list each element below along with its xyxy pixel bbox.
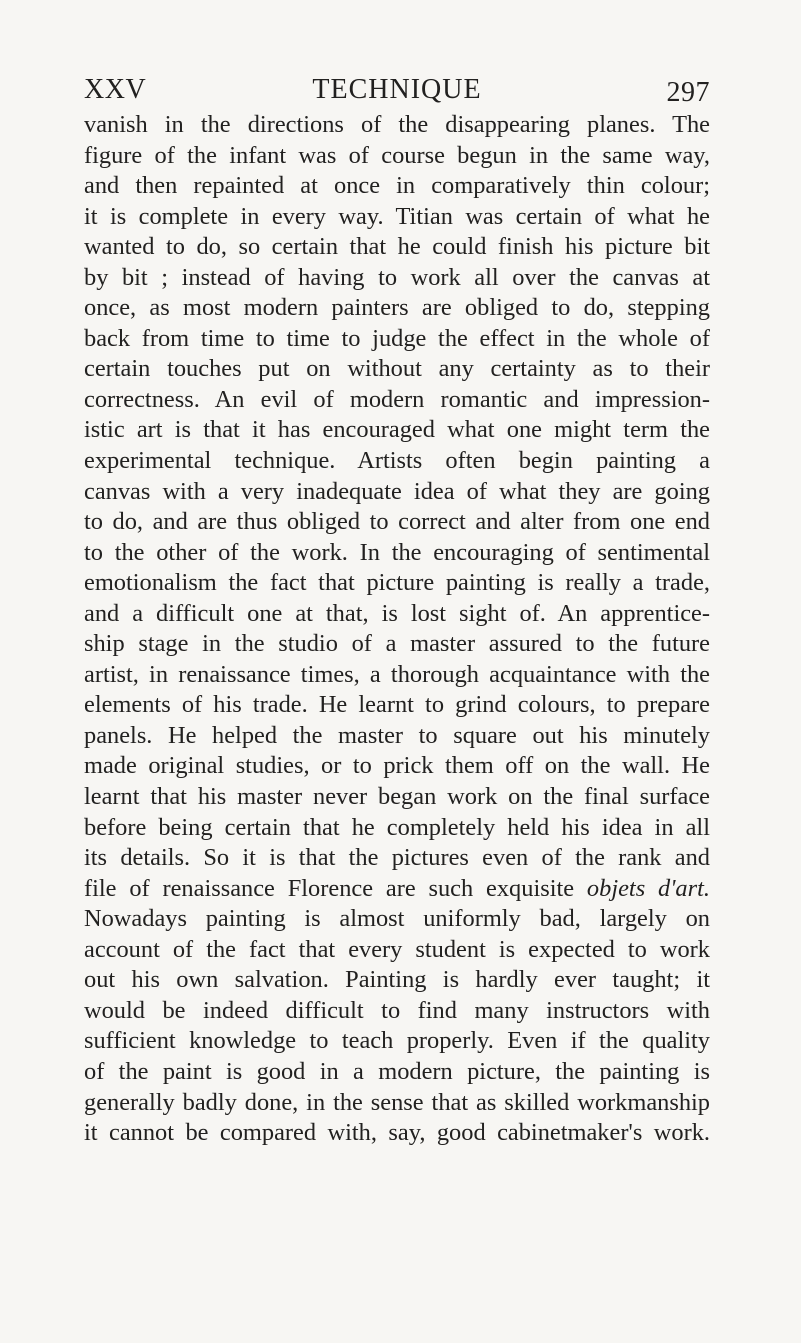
text-line-with-italic: [84, 874, 710, 905]
text-line: figure of the infant was of course begun in the same way,: [84, 141, 710, 169]
text-line: made original studies, or to prick them off on the wall. He: [84, 752, 710, 780]
body-text: [84, 110, 710, 1149]
text-line: by bit ; instead of having to work all over the canvas at: [84, 263, 710, 291]
text-line: istic art is that it has encouraged what one might term the: [84, 416, 710, 444]
text-line: Nowadays painting is almost uniformly bad, largely on: [84, 905, 710, 933]
text-line: sufficient knowledge to teach properly. Even if the quality: [84, 1027, 710, 1055]
text-line: and then repainted at once in comparatively thin colour;: [84, 172, 710, 200]
italic-phrase: objets d'art.: [586, 874, 710, 902]
text-line: it cannot be compared with, say, good cabinetmaker's work.: [84, 1119, 710, 1147]
text-line: generally badly done, in the sense that as skilled workmanship: [84, 1088, 710, 1116]
text-line: panels. He helped the master to square out his minutely: [84, 721, 710, 749]
text-line: ship stage in the studio of a master assured to the future: [84, 630, 710, 658]
running-head: [84, 72, 710, 108]
text-line: wanted to do, so certain that he could finish his picture bit: [84, 233, 710, 261]
text-line: canvas with a very inadequate idea of what they are going: [84, 477, 710, 505]
text-line: out his own salvation. Painting is hardly ever taught; it: [84, 966, 710, 994]
text-line: vanish in the directions of the disappearing planes. The: [84, 111, 710, 138]
text-line: to do, and are thus obliged to correct and alter from one end: [84, 508, 710, 536]
text-line: account of the fact that every student is expected to work: [84, 935, 710, 963]
text-line: of the paint is good in a modern picture, the painting is: [84, 1057, 710, 1085]
text-line: artist, in renaissance times, a thorough acquaintance with the: [84, 660, 710, 688]
text-line: certain touches put on without any certainty as to their: [84, 355, 710, 383]
text-line: and a difficult one at that, is lost sight of. An apprentice-: [84, 599, 710, 627]
text-line: to the other of the work. In the encouraging of sentimental: [84, 538, 710, 566]
text-line: back from time to time to judge the effect in the whole of: [84, 324, 710, 352]
text-line: before being certain that he completely held his idea in all: [84, 813, 710, 841]
text-line: emotionalism the fact that picture painting is really a trade,: [84, 569, 710, 597]
text-line: elements of his trade. He learnt to grind colours, to prepare: [84, 691, 710, 719]
page-number: 297: [666, 77, 710, 108]
running-title: TECHNIQUE: [312, 74, 482, 105]
text-line: learnt that his master never began work on the final surface: [84, 783, 710, 811]
text-line: its details. So it is that the pictures even of the rank and: [84, 844, 710, 872]
text-line: experimental technique. Artists often begin painting a: [84, 447, 710, 475]
text-segment: file of renaissance Florence are such exquisite: [84, 874, 587, 902]
text-line: would be indeed difficult to find many instructors with: [84, 996, 710, 1024]
text-line: it is complete in every way. Titian was certain of what he: [84, 202, 710, 230]
chapter-number: XXV: [84, 74, 147, 105]
text-line: correctness. An evil of modern romantic and impression-: [84, 385, 710, 413]
text-line: once, as most modern painters are obliged to do, stepping: [84, 294, 710, 322]
